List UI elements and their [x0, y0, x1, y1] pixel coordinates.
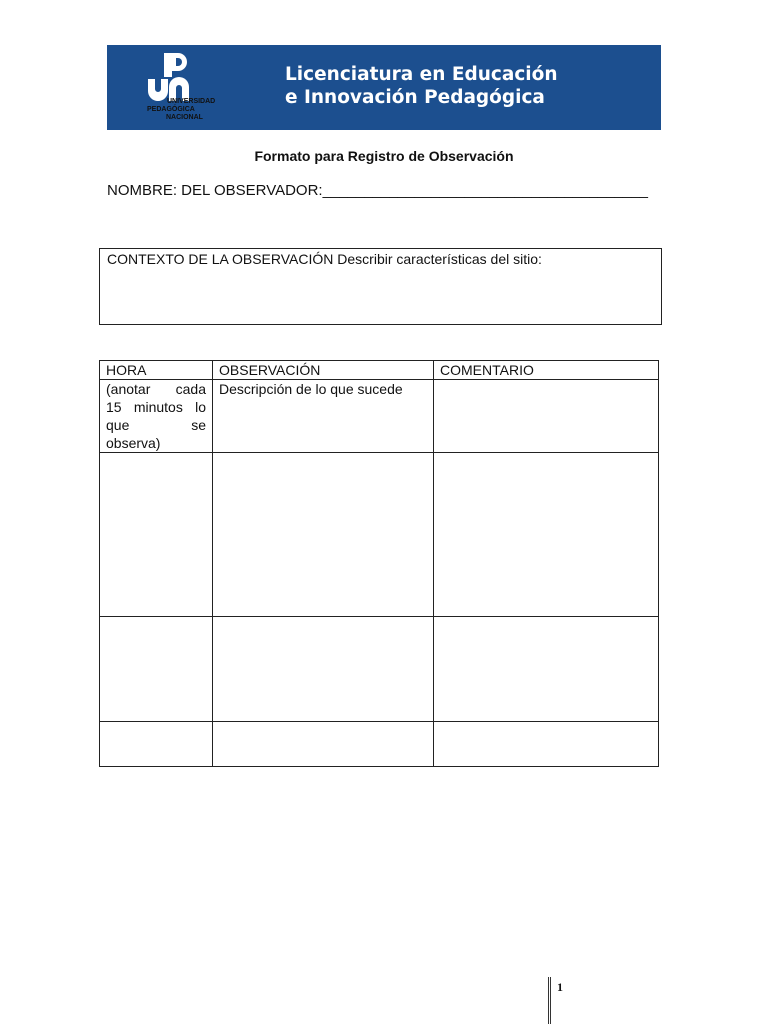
observacion-cell[interactable]	[213, 617, 434, 722]
observer-name-field[interactable]: NOMBRE: DEL OBSERVADOR:_______________________________________	[107, 182, 648, 199]
table-row	[100, 380, 659, 453]
context-label: CONTEXTO DE LA OBSERVACIÓN Describir características del sitio:	[107, 251, 542, 267]
header-observacion: OBSERVACIÓN	[213, 361, 434, 380]
hora-cell[interactable]	[100, 722, 213, 767]
hora-note-line: (anotar cada	[106, 381, 206, 397]
hora-note-line: que se	[106, 417, 206, 433]
logo-text-line3: NACIONAL	[166, 114, 203, 121]
table-header-row	[100, 361, 659, 380]
context-box[interactable]	[99, 248, 662, 325]
comentario-note-cell[interactable]	[434, 380, 659, 453]
observacion-cell[interactable]	[213, 453, 434, 617]
comentario-cell[interactable]	[434, 722, 659, 767]
header-banner	[107, 45, 661, 130]
hora-note-line: observa)	[106, 435, 161, 451]
table-row	[100, 617, 659, 722]
header-hora: HORA	[100, 361, 213, 380]
logo-text-line1: UNIVERSIDAD	[167, 98, 216, 105]
observacion-cell[interactable]	[213, 722, 434, 767]
page-number: 1	[557, 980, 563, 994]
hora-note-cell[interactable]	[100, 380, 213, 453]
comentario-cell[interactable]	[434, 617, 659, 722]
table-row	[100, 722, 659, 767]
program-title-line1: Licenciatura en Educación	[285, 64, 558, 85]
logo-text-line2: PEDAGÓGICA	[147, 106, 195, 113]
table-row	[100, 453, 659, 617]
hora-note-line: 15 minutos lo	[106, 399, 206, 415]
program-title-line2: e Innovación Pedagógica	[285, 87, 545, 108]
hora-cell[interactable]	[100, 617, 213, 722]
header-comentario: COMENTARIO	[434, 361, 659, 380]
form-title: Formato para Registro de Observación	[254, 148, 514, 164]
observation-table	[99, 360, 659, 767]
upn-logo	[145, 51, 229, 125]
observacion-note-cell[interactable]	[213, 380, 434, 453]
hora-cell[interactable]	[100, 453, 213, 617]
observacion-note: Descripción de lo que sucede	[219, 381, 403, 397]
comentario-cell[interactable]	[434, 453, 659, 617]
page-number-rule	[548, 977, 551, 1024]
upn-logo-icon	[145, 51, 229, 101]
program-title	[285, 63, 558, 109]
